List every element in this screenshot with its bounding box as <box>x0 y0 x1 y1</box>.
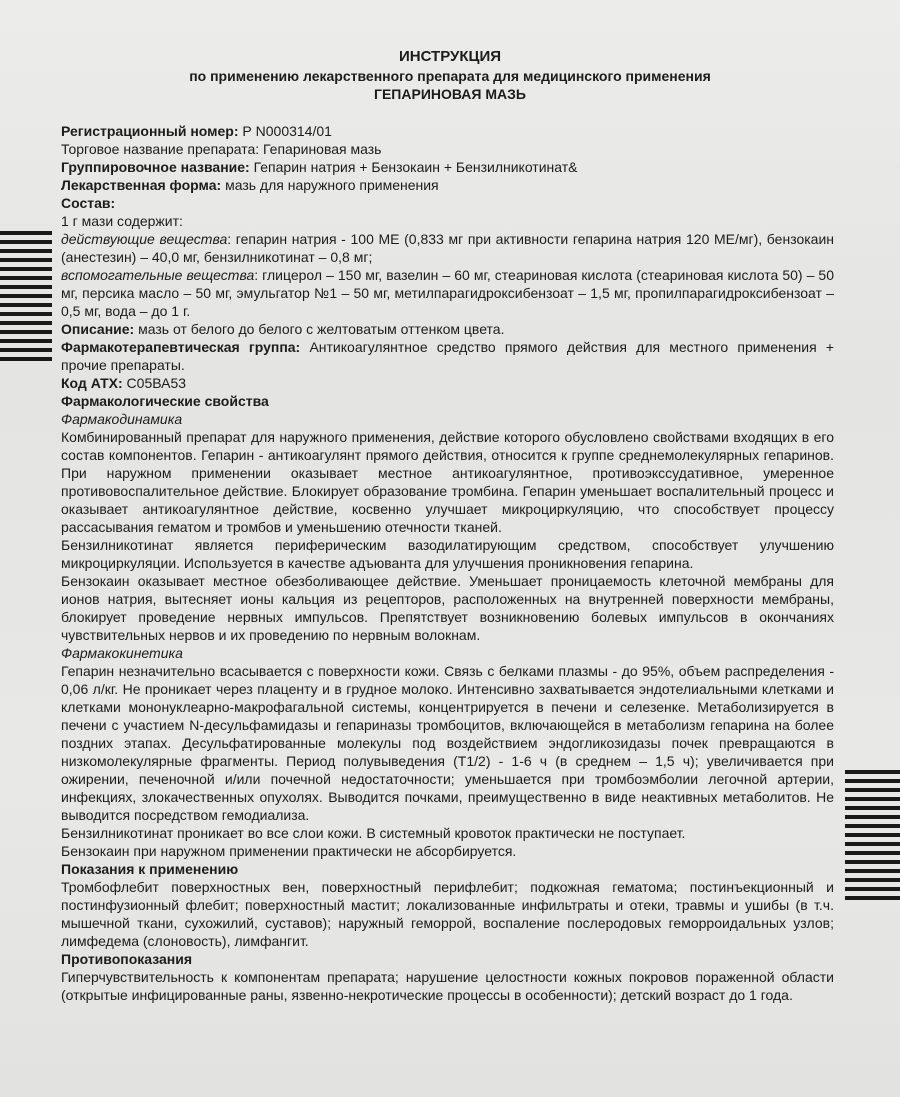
pharmacodynamics-paragraph-1: Комбинированный препарат для наружного применения, действие которого обусловлено свойствами входящих в его состав компонентов. Гепарин - антикоагулянт прямого действия, относится к группе среднемолекулярных гепаринов. При наружном применении оказывает местное антикоагулянтное, противоэкссудативное, умеренное противовоспалительное действие. Блокирует образование тромбина. Гепарин уменьшает воспалительный процесс и оказывает антикоагулянтное действие, косвенно улучшает микроциркуляцию, что способствует процессу рассасывания гематом и тромбов и уменьшению отечности тканей. <box>61 429 834 535</box>
indications-text: Тромбофлебит поверхностных вен, поверхностный перифлебит; подкожная гематома; постинъекционный и постинфузионный флебит; поверхностный мастит; локализованные инфильтраты и отеки, травмы и ушибы (в т.ч. мышечной ткани, сухожилий, суставов); наружный геморрой, воспаление послеродовых геморроидальных узлов; лимфедема (слоновость), лимфангит. <box>61 879 834 949</box>
composition-heading: Состав: <box>61 195 116 211</box>
description-label: Описание: <box>61 321 135 337</box>
print-registration-bars-left <box>0 231 52 366</box>
pharmacokinetics-paragraph-1: Гепарин незначительно всасывается с поверхности кожи. Связь с белками плазмы - до 95%, объем распределения - 0,06 л/кг. Не проникает через плаценту и в грудное молоко. Интенсивно захватывается эндотелиальными клетками и клетками мононуклеарно-макрофагальной системы, концентрируется в печени и селезенке. Метаболизируется в печени с участием N-десульфамидазы и гепариназы тромбоцитов, включающейся в метаболизм гепарина на более поздних этапах. Десульфатированные молекулы под воздействием эндогликозидазы почек превращаются в низкомолекулярные фрагменты. Период полувыведения (Т1/2) - 1-6 ч (в среднем – 1,5 ч); увеличивается при ожирении, печеночной и/или почечной недостаточности; уменьшается при тромбоэмболии легочной артерии, инфекциях, злокачественных опухолях. Выводится почками, преимущественно в виде неактивных метаболитов. Не выводится посредством гемодиализа. <box>61 663 834 823</box>
registration-number <box>61 122 834 140</box>
pharmacokinetics-paragraph-3: Бензокаин при наружном применении практически не абсорбируется. <box>61 843 517 859</box>
excipients <box>61 266 834 320</box>
registration-label: Регистрационный номер: <box>61 123 239 139</box>
description-value: мазь от белого до белого с желтоватым оттенком цвета. <box>138 321 505 337</box>
group-label: Группировочное название: <box>61 159 250 175</box>
active-text: : гепарин натрия - 100 МЕ (0,833 мг при активности гепарина натрия 120 МЕ/мг), бензокаин (анестезин) – 40,0 мг, бензилникотинат – 0,8 мг; <box>61 231 835 265</box>
atc-value: С05ВА53 <box>126 375 187 391</box>
form-value: мазь для наружного применения <box>225 177 439 193</box>
active-substances <box>61 230 834 266</box>
trade-name: Торговое название препарата: Гепариновая мазь <box>61 141 382 157</box>
atc-code <box>61 374 834 392</box>
description <box>61 320 834 338</box>
group-value: Гепарин натрия + Бензокаин + Бензилникотинат& <box>253 159 578 175</box>
contraindications-heading: Противопоказания <box>61 951 193 967</box>
pharmacological-properties-heading: Фармакологические свойства <box>61 393 269 409</box>
form-label: Лекарственная форма: <box>61 177 222 193</box>
pharmacodynamics-heading: Фармакодинамика <box>61 411 183 427</box>
pharmacotherapeutic-group <box>61 338 834 374</box>
contraindications-text: Гиперчувствительность к компонентам препарата; нарушение целостности кожных покровов пораженной области (открытые инфицированные раны, язвенно-некротические процессы в особенности); детский возраст до 1 года. <box>61 969 834 1003</box>
document-title: ИНСТРУКЦИЯ <box>398 48 502 65</box>
pharmacodynamics-paragraph-3: Бензокаин оказывает местное обезболивающее действие. Уменьшает проницаемость клеточной мембраны для ионов натрия, вытесняет ионы кальция из рецепторов, расположенных на внутренней поверхности мембраны, блокирует проведение нервных импульсов. Препятствует возникновению болевых импульсов в окончаниях чувствительных нервов и их проведению по нервным волокнам. <box>61 573 834 643</box>
document-subtitle: по применению лекарственного препарата для медицинского применения <box>189 68 711 84</box>
pharmgroup-label: Фармакотерапевтическая группа: <box>61 339 301 355</box>
drug-name: ГЕПАРИНОВАЯ МАЗЬ <box>374 86 526 102</box>
pharmacokinetics-heading: Фармакокинетика <box>61 645 183 661</box>
active-label: действующие вещества <box>61 231 228 247</box>
pharmgroup-value: Антикоагулянтное средство прямого действия для местного применения + прочие препараты. <box>61 339 835 373</box>
registration-value: Р N000314/01 <box>242 123 332 139</box>
print-registration-bars-right <box>845 770 900 905</box>
pharmacodynamics-paragraph-2: Бензилникотинат является периферическим вазодилатирующим средством, способствует улучшению микроциркуляции. Используется в качестве адъюванта для улучшения проникновения гепарина. <box>61 537 834 571</box>
instruction-body <box>61 122 834 1004</box>
composition-intro: 1 г мази содержит: <box>61 213 183 229</box>
dosage-form <box>61 176 834 194</box>
group-name <box>61 158 834 176</box>
pharmacokinetics-paragraph-2: Бензилникотинат проникает во все слои кожи. В системный кровоток практически не поступает. <box>61 825 686 841</box>
excipients-text: : глицерол – 150 мг, вазелин – 60 мг, стеариновая кислота (стеариновая кислота 50) – 50 мг, персика масло – 50 мг, эмульгатор №1 – 50 мг, метилпарагидроксибензоат – 1,5 мг, пропилпарагидроксибензоат – 0,5 мг, вода – до 1 г. <box>61 267 834 319</box>
atc-label: Код АТХ: <box>61 375 123 391</box>
indications-heading: Показания к применению <box>61 861 239 877</box>
excipients-label: вспомогательные вещества <box>61 267 255 283</box>
